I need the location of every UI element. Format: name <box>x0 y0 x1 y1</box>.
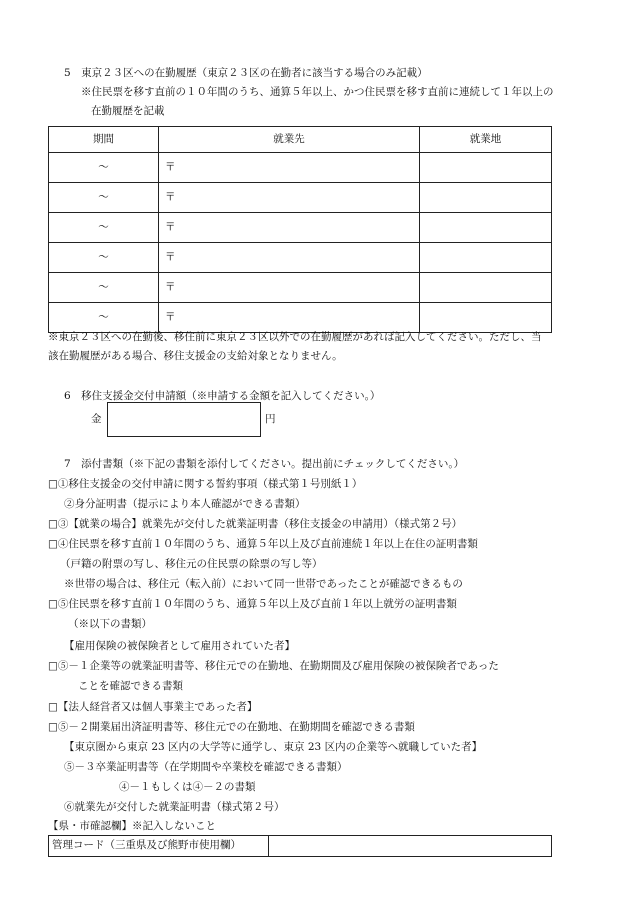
attachment-line-16: ④－１もしくは④－２の書類 <box>119 781 256 793</box>
attachment-line-9: 【雇用保険の被保険者として雇用されていた者】 <box>64 640 295 652</box>
attachment-line-17: ⑥就業先が交付した就業証明書（様式第２号） <box>64 801 285 813</box>
attachment-line-5: （戸籍の附票の写し、移住元の住民票の除票の写し等） <box>60 558 323 570</box>
section5-heading: 5 東京２３区への在勤履歴（東京２３区の在勤者に該当する場合のみ記載） <box>64 67 428 79</box>
employer-cell[interactable]: 〒 <box>159 183 420 213</box>
table-row <box>49 303 552 333</box>
attachment-line-2: ②身分証明書（提示により本人確認ができる書類） <box>64 498 306 510</box>
management-code-label: 管理コード（三重県及び熊野市使用欄） <box>49 836 269 857</box>
table-row <box>49 836 552 857</box>
attachment-line-12: □【法人経営者又は個人事業主であった者】 <box>48 701 258 713</box>
location-cell[interactable] <box>420 213 552 243</box>
column-header-location: 就業地 <box>420 127 552 153</box>
column-header-employer: 就業先 <box>159 127 420 153</box>
section7-heading: 7 添付書類（※下記の書類を添付してください。提出前にチェックしてください。） <box>64 458 465 470</box>
period-cell[interactable]: ～ <box>49 153 159 183</box>
attachment-line-13: □⑤－２開業届出済証明書等、移住元での在勤地、在勤期間を確認できる書類 <box>48 721 415 733</box>
employer-cell[interactable]: 〒 <box>159 273 420 303</box>
work-history-table <box>48 126 552 333</box>
period-cell[interactable]: ～ <box>49 273 159 303</box>
period-cell[interactable]: ～ <box>49 303 159 333</box>
location-cell[interactable] <box>420 153 552 183</box>
section5-note-line2: 在勤履歴を記載 <box>91 105 165 117</box>
attachment-line-7: □⑤住民票を移す直前１０年間のうち、通算５年以上及び直前１年以上就労の証明書類 <box>48 598 457 610</box>
attachment-line-8: （※以下の書類） <box>68 618 152 630</box>
amount-input-box[interactable] <box>107 402 261 437</box>
table-row <box>49 183 552 213</box>
attachment-line-6: ※世帯の場合は、移住元（転入前）において同一世帯であったことが確認できるもの <box>64 578 463 590</box>
employer-cell[interactable]: 〒 <box>159 243 420 273</box>
employer-cell[interactable]: 〒 <box>159 303 420 333</box>
attachment-line-14: 【東京圏から東京 23 区内の大学等に通学し、東京 23 区内の企業等へ就職していた者】 <box>64 741 483 753</box>
attachment-line-10: □⑤－１企業等の就業証明書等、移住元での在勤地、在勤期間及び雇用保険の被保険者であった <box>48 660 499 672</box>
amount-suffix-label: 円 <box>265 413 276 425</box>
period-cell[interactable]: ～ <box>49 243 159 273</box>
section6-heading: 6 移住支援金交付申請額（※申請する金額を記入してください。） <box>64 390 381 402</box>
section5-note-line1: ※住民票を移す直前の１０年間のうち、通算５年以上、かつ住民票を移す直前に連続して１年以上の <box>81 86 554 98</box>
attachment-line-4: □④住民票を移す直前１０年間のうち、通算５年以上及び直前連続１年以上在住の証明書類 <box>48 538 478 550</box>
management-code-field[interactable] <box>269 836 552 857</box>
location-cell[interactable] <box>420 243 552 273</box>
attachment-line-1: □①移住支援金の交付申請に関する誓約事項（様式第１号別紙１） <box>48 478 363 490</box>
table-row <box>49 273 552 303</box>
location-cell[interactable] <box>420 273 552 303</box>
section5-after-note-line2: 該在勤履歴がある場合、移住支援金の支給対象となりません。 <box>48 350 343 362</box>
management-code-table <box>48 835 552 857</box>
attachment-line-3: □③【就業の場合】就業先が交付した就業証明書（移住支援金の申請用）（様式第２号） <box>48 518 463 530</box>
confirm-heading: 【県・市確認欄】※記入しないこと <box>48 820 216 832</box>
attachment-line-15: ⑤－３卒業証明書等（在学期間や卒業校を確認できる書類） <box>64 761 348 773</box>
period-cell[interactable]: ～ <box>49 183 159 213</box>
column-header-period: 期間 <box>49 127 159 153</box>
section5-after-note-line1: ※東京２３区への在勤後、移住前に東京２３区以外での在勤履歴があれば記入してください。ただし、当 <box>48 331 542 343</box>
employer-cell[interactable]: 〒 <box>159 153 420 183</box>
table-row <box>49 153 552 183</box>
table-row <box>49 213 552 243</box>
location-cell[interactable] <box>420 303 552 333</box>
attachment-line-11: ことを確認できる書類 <box>78 680 183 692</box>
table-header-row <box>49 127 552 153</box>
employer-cell[interactable]: 〒 <box>159 213 420 243</box>
amount-prefix-label: 金 <box>91 413 102 425</box>
location-cell[interactable] <box>420 183 552 213</box>
period-cell[interactable]: ～ <box>49 213 159 243</box>
table-row <box>49 243 552 273</box>
